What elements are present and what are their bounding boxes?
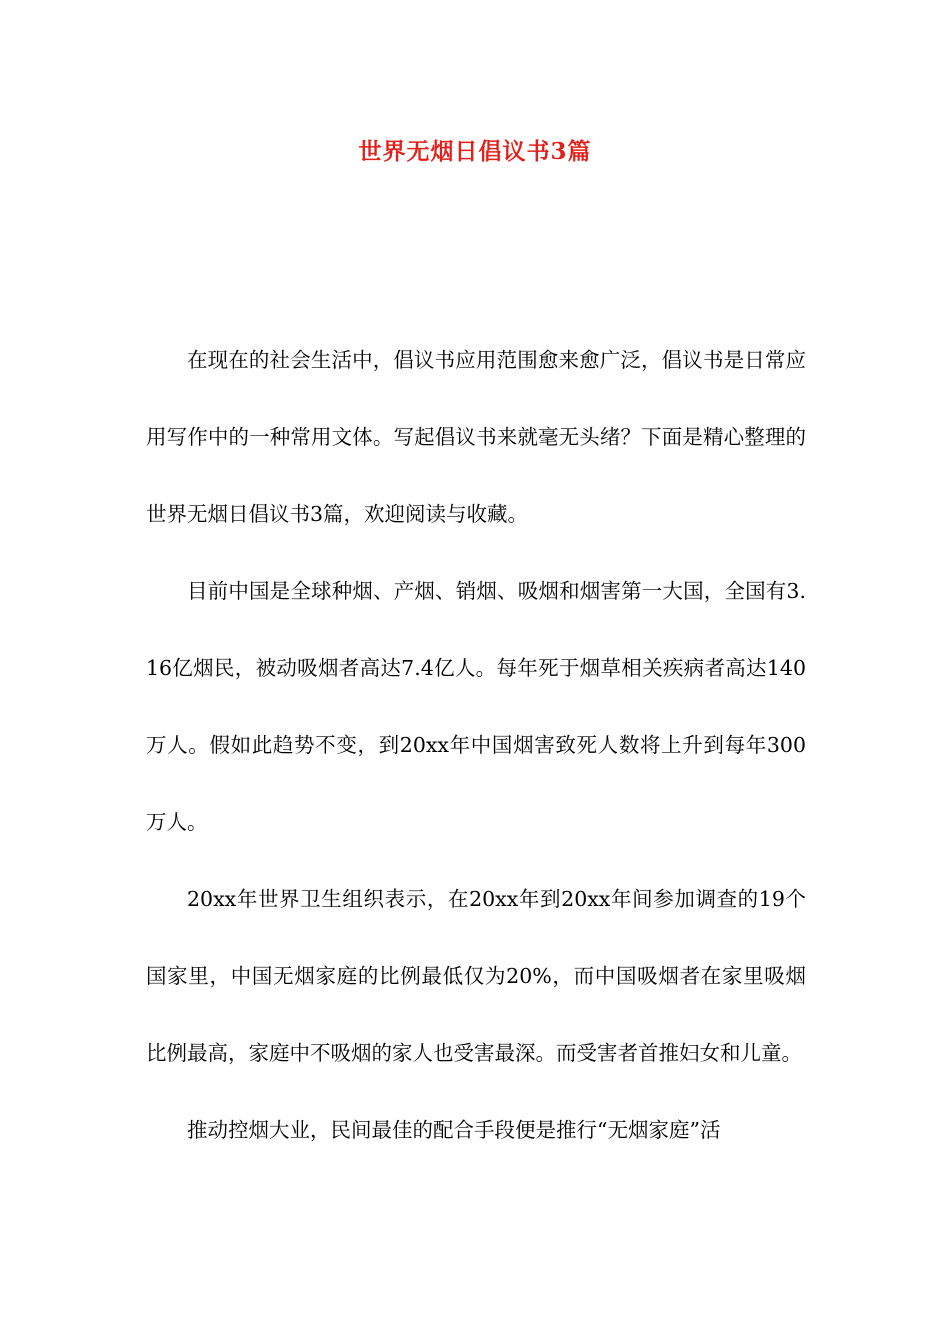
paragraph-who-survey: 20xx年世界卫生组织表示，在20xx年到20xx年间参加调查的19个国家里，中国无烟家庭的比例最低仅为20%，而中国吸烟者在家里吸烟比例最高，家庭中不吸烟的家人也受害最深。而受害者首推妇女和儿童。 (146, 887, 806, 1065)
document-body (146, 322, 806, 1169)
document-title: 世界无烟日倡议书3篇 (358, 138, 592, 165)
paragraph-china-smoking-stats: 目前中国是全球种烟、产烟、销烟、吸烟和烟害第一大国，全国有3.16亿烟民，被动吸烟者高达7.4亿人。每年死于烟草相关疾病者高达140万人。假如此趋势不变，到20xx年中国烟害致死人数将上升到每年300万人。 (146, 579, 806, 834)
paragraph-smoke-free-family: 推动控烟大业，民间最佳的配合手段便是推行“无烟家庭”活 (187, 1118, 721, 1142)
paragraph-intro: 在现在的社会生活中，倡议书应用范围愈来愈广泛，倡议书是日常应用写作中的一种常用文体。写起倡议书来就毫无头绪？下面是精心整理的世界无烟日倡议书3篇，欢迎阅读与收藏。 (146, 348, 806, 526)
